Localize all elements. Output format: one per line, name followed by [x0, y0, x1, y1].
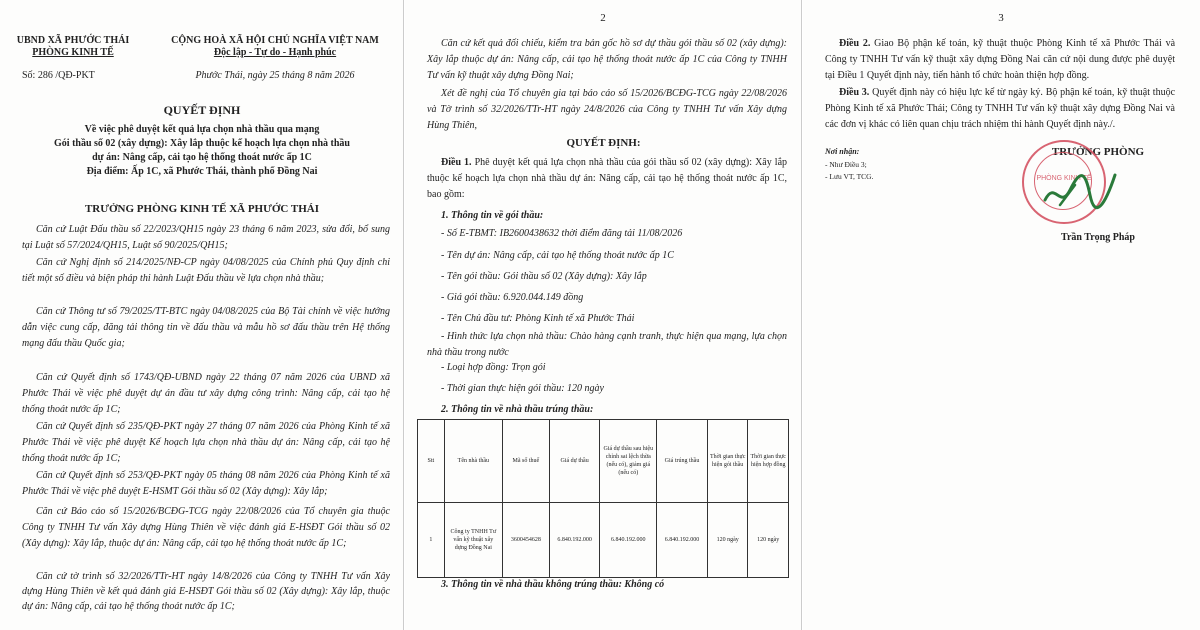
table-header-row	[418, 420, 789, 503]
basis-2: Căn cứ Nghị định số 214/2025/NĐ-CP ngày 04/08/2025 của Chính phủ Quy định chi tiết một số điều và biện pháp thi hành Luật Đấu thầu về lựa chọn nhà thầu;	[22, 257, 390, 284]
decision-title: QUYẾT ĐỊNH:	[566, 137, 641, 149]
subject-line-1: Về việc phê duyệt kết quả lựa chọn nhà thầu qua mạng	[84, 124, 320, 135]
cell-stt: 1	[418, 503, 445, 578]
recipient-1: - Như Điều 3;	[825, 160, 867, 169]
seal-text: PHÒNG KINH TẾ	[1036, 175, 1092, 182]
article-2-label: Điều 2.	[839, 38, 871, 49]
cell-tax-code: 3600454628	[502, 503, 549, 578]
th-tax-code: Mã số thuế	[502, 420, 549, 503]
article-1-label: Điều 1.	[441, 157, 472, 168]
cell-bid-price: 6.840.192.000	[549, 503, 600, 578]
signer-name: Trần Trọng Pháp	[1061, 232, 1135, 243]
basis-3: Căn cứ Thông tư số 79/2025/TT-BTC ngày 04/08/2025 của Bộ Tài chính về việc hướng dẫn việc cung cấp, đăng tải thông tin về đấu thầu và mẫu hồ sơ đấu thầu trên Hệ thống mạng đấu thầu Quốc gia;	[22, 306, 390, 349]
basis-9: Căn cứ kết quả đối chiếu, kiểm tra bản gốc hồ sơ dự thầu gói thầu số 02 (xây dựng): Xây lắp thuộc dự án: Nâng cấp, cải tạo hệ thống thoát nước ấp 1C của Công ty TNHH Tư vấn kỹ thuật xây dựng Đồng Nai;	[427, 38, 787, 81]
info-item-2: - Tên dự án: Nâng cấp, cải tạo hệ thống thoát nước ấp 1C	[441, 250, 674, 261]
national-motto: Độc lập - Tự do - Hạnh phúc	[213, 47, 337, 58]
agency-sub: PHÒNG KINH TẾ	[32, 47, 114, 58]
article-2-text: Giao Bộ phận kế toán, kỹ thuật thuộc Phòng Kinh tế xã Phước Thái và Công ty TNHH Tư vấn kỹ thuật xây dựng Đồng Nai căn cứ nội dung được phê duyệt tại Điều 1 Quyết định này, tiến hành tổ chức hoàn thiện hợp đồng.	[825, 38, 1176, 81]
subject-line-3: dự án: Nâng cấp, cải tạo hệ thống thoát nước ấp 1C	[92, 152, 312, 163]
th-stt: Stt	[418, 420, 445, 503]
document-page-2	[405, 0, 802, 630]
info-item-8: - Thời gian thực hiện gói thầu: 120 ngày	[441, 383, 604, 394]
article-3	[825, 85, 1175, 133]
th-bid-price: Giá dự thầu	[549, 420, 600, 503]
section-2-title: 2. Thông tin về nhà thầu trúng thầu:	[441, 404, 594, 415]
th-contract-duration: Thời gian thực hiện hợp đồng	[748, 420, 789, 503]
th-winning-price: Giá trúng thầu	[657, 420, 708, 503]
cell-winning-price: 6.840.192.000	[657, 503, 708, 578]
issuing-authority: TRƯỞNG PHÒNG KINH TẾ XÃ PHƯỚC THÁI	[84, 203, 320, 215]
basis-6: Căn cứ Quyết định số 253/QĐ-PKT ngày 05 tháng 08 năm 2026 của Phòng Kinh tế xã Phước Thái về việc phê duyệt E-HSMT Gói thầu số 02 (Xây dựng): Xây lắp;	[22, 470, 390, 497]
th-package-duration: Thời gian thực hiện gói thầu	[707, 420, 748, 503]
basis-8: Căn cứ tờ trình số 32/2026/TTr-HT ngày 14/8/2026 của Công ty TNHH Tư vấn Xây dựng Hùng Thiên về kết quả đánh giá E-HSĐT Gói thầu số 02 (Xây dựng): Xây lắp, thuộc dự án: Nâng cấp, cải tạo hệ thống thoát nước ấp 1C;	[22, 571, 390, 612]
cell-bidder-name: Công ty TNHH Tư vấn kỹ thuật xây dựng Đồng Nai	[444, 503, 502, 578]
section-1-title: 1. Thông tin về gói thầu:	[441, 210, 544, 221]
th-bidder-name: Tên nhà thầu	[444, 420, 502, 503]
cell-contract-duration: 120 ngày	[748, 503, 789, 578]
article-3-text: Quyết định này có hiệu lực kể từ ngày ký. Bộ phận kế toán, kỹ thuật thuộc Phòng Kinh tế xã Phước Thái; Công ty TNHH Tư vấn kỹ thuật xây dựng Đồng Nai và các đơn vị khác có liên quan chịu trách nhiệm thi hành Quyết định này./.	[825, 87, 1176, 130]
signature-icon	[1040, 160, 1120, 220]
cell-package-duration: 120 ngày	[707, 503, 748, 578]
info-item-3: - Tên gói thầu: Gói thầu số 02 (Xây dựng): Xây lắp	[441, 271, 647, 282]
signer-title: TRƯỞNG PHÒNG	[1051, 146, 1145, 158]
winning-bidder-table	[417, 419, 789, 578]
subject-line-2: Gói thầu số 02 (xây dựng): Xây lắp thuộc kế hoạch lựa chọn nhà thầu	[54, 138, 350, 149]
article-1-text: Phê duyệt kết quả lựa chọn nhà thầu của gói thầu số 02 (xây dựng): Xây lắp thuộc kế hoạch lựa chọn nhà thầu dự án: Nâng cấp, cải tạo hệ thống thoát nước ấp 1C, bao gồm:	[427, 157, 788, 200]
info-item-4: - Giá gói thầu: 6.920.044.149 đồng	[441, 292, 584, 303]
place-date: Phước Thái, ngày 25 tháng 8 năm 2026	[195, 70, 355, 81]
basis-7: Căn cứ Báo cáo số 15/2026/BCĐG-TCG ngày 22/08/2026 của Tổ chuyên gia thuộc Công ty TNHH Tư vấn Xây dựng Hùng Thiên về việc đánh giá E-HSĐT Gói thầu số 02 (Xây dựng): Xây lắp, thuộc dự án: Nâng cấp, cải tạo hệ thống thoát nước ấp 1C;	[22, 506, 390, 549]
article-2	[825, 36, 1175, 84]
basis-1: Căn cứ Luật Đấu thầu số 22/2023/QH15 ngày 23 tháng 6 năm 2023, sửa đổi, bổ sung tại Luật số 57/2024/QH15, Luật số 90/2025/QH15;	[22, 224, 390, 251]
info-item-7: - Loại hợp đồng: Trọn gói	[441, 362, 546, 373]
info-item-6: - Hình thức lựa chọn nhà thầu: Chào hàng cạnh tranh, thực hiện qua mạng, lựa chọn nhà thầu trong nước	[427, 331, 787, 358]
document-number: Số: 286 /QĐ-PKT	[22, 70, 95, 81]
basis-10: Xét đề nghị của Tổ chuyên gia tại báo cáo số 15/2026/BCĐG-TCG ngày 22/08/2026 và Tờ trình số 32/2026/TTr-HT ngày 24/8/2026 của Công ty TNHH Tư vấn Xây dựng Hùng Thiên,	[427, 88, 787, 131]
page-number: 3	[998, 12, 1004, 24]
article-1	[427, 155, 787, 203]
national-title: CỘNG HOÀ XÃ HỘI CHỦ NGHĨA VIỆT NAM	[171, 35, 379, 46]
recipients-label: Nơi nhận:	[825, 147, 860, 156]
agency-top: UBND XÃ PHƯỚC THÁI	[16, 35, 130, 46]
basis-4: Căn cứ Quyết định số 1743/QĐ-UBND ngày 22 tháng 07 năm 2026 của UBND xã Phước Thái về việc phê duyệt dự án đầu tư xây dựng công trình: Nâng cấp, cải tạo hệ thống thoát nước ấp 1C;	[22, 372, 390, 415]
basis-5: Căn cứ Quyết định số 235/QĐ-PKT ngày 27 tháng 07 năm 2026 của Phòng Kinh tế xã Phước Thái về việc phê duyệt Kế hoạch lựa chọn nhà thầu dự án: Nâng cấp, cải tạo hệ thống thoát nước ấp 1C;	[22, 421, 390, 464]
info-item-1: - Số E-TBMT: IB2600438632 thời điểm đăng tải 11/08/2026	[441, 228, 683, 239]
info-item-5: - Tên Chủ đầu tư: Phòng Kinh tế xã Phước Thái	[441, 313, 635, 324]
document-page-3	[803, 0, 1200, 630]
doc-type: QUYẾT ĐỊNH	[163, 103, 241, 117]
page-number: 2	[600, 12, 606, 24]
th-adjusted-price: Giá dự thầu sau hiệu chỉnh sai lệch thừa (nếu có), giảm giá (nếu có)	[600, 420, 657, 503]
section-3-title: 3. Thông tin về nhà thầu không trúng thầu: Không có	[441, 579, 665, 590]
subject-line-4: Địa điểm: Ấp 1C, xã Phước Thái, thành phố Đồng Nai	[86, 166, 318, 177]
recipient-2: - Lưu VT, TCG.	[825, 172, 874, 181]
document-page-1	[0, 0, 404, 630]
article-3-label: Điều 3.	[839, 87, 870, 98]
cell-adjusted-price: 6.840.192.000	[600, 503, 657, 578]
table-row	[418, 503, 789, 578]
